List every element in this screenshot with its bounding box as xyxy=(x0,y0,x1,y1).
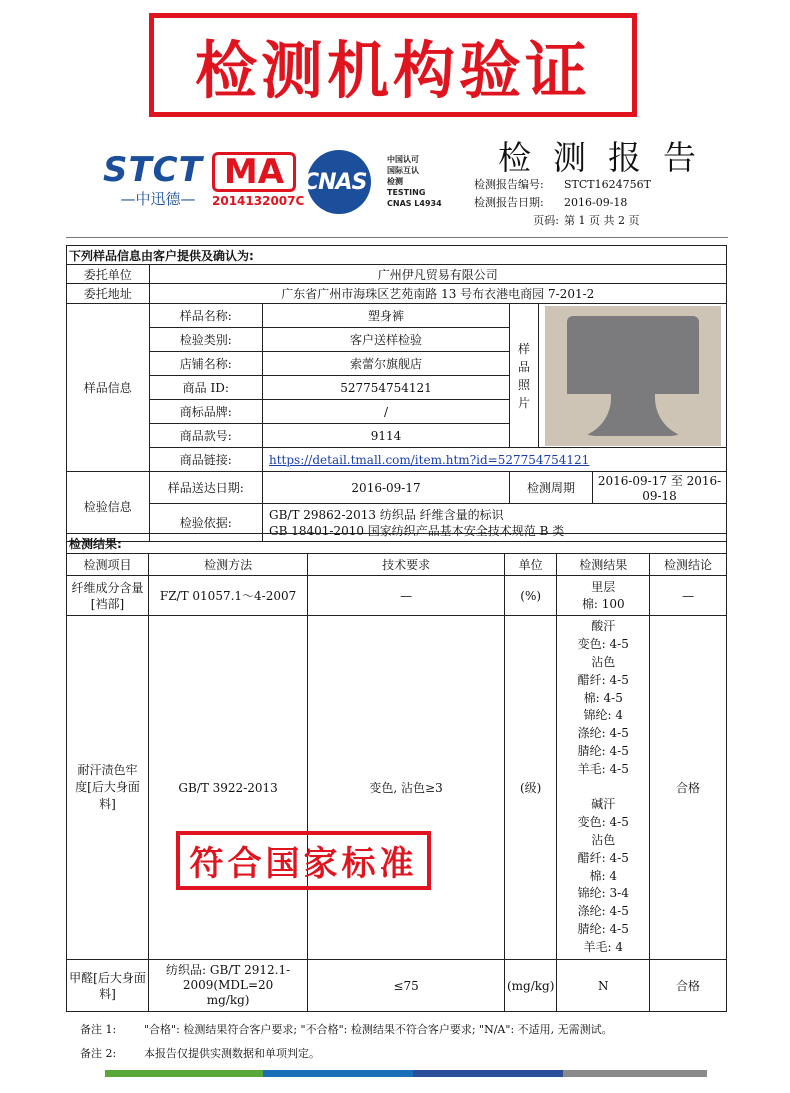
cnas-line: 中国认可 xyxy=(387,155,419,164)
result-line: 酸汗 xyxy=(591,619,616,634)
result-line: 羊毛: 4-5 xyxy=(577,761,629,776)
table-row xyxy=(67,960,727,1012)
table-row xyxy=(67,576,727,616)
client-value: 广州伊凡贸易有限公司 xyxy=(149,265,726,284)
row1-unit: (%) xyxy=(504,576,556,616)
report-date-label: 检测报告日期: xyxy=(474,196,544,209)
field-value: 索蕾尔旗舰店 xyxy=(263,352,510,376)
col-header: 检测结论 xyxy=(650,554,727,576)
report-no-line xyxy=(474,176,651,192)
arrival-date: 2016-09-17 xyxy=(263,472,510,504)
sample-group-label: 样品信息 xyxy=(67,304,150,472)
field-value: / xyxy=(263,400,510,424)
results-table xyxy=(66,533,727,1012)
row3-conclusion: 合格 xyxy=(650,960,727,1012)
photo-label: 样品照片 xyxy=(510,304,539,448)
cnas-info xyxy=(387,154,442,209)
sample-info-table xyxy=(66,245,727,542)
results-section-title: 检测结果: xyxy=(67,534,727,554)
field-label: 店铺名称: xyxy=(149,352,262,376)
row3-item: 甲醛[后大身面料] xyxy=(67,960,149,1012)
row2-unit: (级) xyxy=(504,616,556,960)
basis-label: 检验依据: xyxy=(149,504,262,542)
sample-photo-image xyxy=(545,306,721,446)
period-label: 检测周期 xyxy=(510,472,593,503)
footer-bar-green xyxy=(105,1070,263,1077)
cma-code: 2014132007C xyxy=(212,194,305,208)
result-line: 锦纶: 4 xyxy=(583,708,623,723)
header-divider xyxy=(66,237,728,238)
cma-logo-text: MA xyxy=(212,152,296,192)
result-line: 醋纤: 4-5 xyxy=(577,672,629,687)
conformity-stamp: 符合国家标准 xyxy=(176,831,431,890)
cnas-line: 检测 xyxy=(387,177,403,186)
sample-section-title: 下列样品信息由客户提供及确认为: xyxy=(67,246,727,265)
result-line: 变色: 4-5 xyxy=(577,815,629,830)
row2-result-cell xyxy=(557,616,650,960)
report-title: 检测报告 xyxy=(498,138,718,177)
col-header: 技术要求 xyxy=(308,554,505,576)
result-line: 锦纶: 3-4 xyxy=(577,886,629,901)
row1-req: — xyxy=(308,576,505,616)
field-label: 商品 ID: xyxy=(149,376,262,400)
result-line: 变色: 4-5 xyxy=(577,637,629,652)
note-text: 本报告仅提供实测数据和单项判定。 xyxy=(144,1047,320,1060)
result-line: 碱汗 xyxy=(591,797,616,812)
field-value: 塑身裤 xyxy=(263,304,510,328)
row2-conclusion: 合格 xyxy=(650,616,727,960)
note-label: 备注 2: xyxy=(80,1047,117,1060)
col-header: 检测项目 xyxy=(67,554,149,576)
row1-result-1: 里层 xyxy=(591,579,616,594)
note-label: 备注 1: xyxy=(80,1023,117,1036)
inspect-group-label: 检验信息 xyxy=(67,472,150,542)
period-value: 2016-09-17 至 2016-09-18 xyxy=(597,474,722,503)
footer-bar-blue xyxy=(263,1070,413,1077)
note-text: "合格": 检测结果符合客户要求; "不合格": 检测结果不符合客户要求; "N/A": 不适用, 无需测试。 xyxy=(144,1023,613,1036)
report-no: STCT1624756T xyxy=(564,178,651,191)
field-label: 样品名称: xyxy=(149,304,262,328)
stct-logo-text: STCT xyxy=(103,150,203,190)
report-date: 2016-09-18 xyxy=(564,196,628,209)
page-value: 第 1 页 共 2 页 xyxy=(564,214,640,227)
result-line: 沾色 xyxy=(591,832,616,847)
report-no-label: 检测报告编号: xyxy=(474,178,544,191)
field-label: 商品款号: xyxy=(149,424,262,448)
stct-logo-cn: —中迅德— xyxy=(120,190,196,208)
result-line: 涤纶: 4-5 xyxy=(577,726,629,741)
note-2 xyxy=(80,1045,320,1061)
address-value: 广东省广州市海珠区艺苑南路 13 号布衣港电商园 7-201-2 xyxy=(149,284,726,304)
row1-result-2: 棉: 100 xyxy=(581,596,625,611)
row3-unit: (mg/kg) xyxy=(504,960,556,1012)
cnas-line: 国际互认 xyxy=(387,166,419,175)
cnas-line: TESTING xyxy=(387,188,426,197)
row2-item: 耐汗渍色牢度[后大身面料] xyxy=(67,616,149,960)
result-line: 棉: 4 xyxy=(589,868,617,883)
row1-conclusion: — xyxy=(650,576,727,616)
field-value: 527754754121 xyxy=(263,376,510,400)
cnas-logo-text: CNAS xyxy=(303,170,367,195)
field-value: 客户送样检验 xyxy=(263,328,510,352)
basis-line-2: GB 18401-2010 国家纺织产品基本安全技术规范 B 类 xyxy=(269,523,565,538)
row1-item: 纤维成分含量[裆部] xyxy=(67,576,149,616)
report-date-line xyxy=(474,194,627,210)
page-line xyxy=(474,212,639,228)
field-label: 商标品牌: xyxy=(149,400,262,424)
result-line: 醋纤: 4-5 xyxy=(577,850,629,865)
footer-bar-navy xyxy=(413,1070,563,1077)
page-label: 页码: xyxy=(533,214,559,227)
address-label: 委托地址 xyxy=(67,284,150,304)
row3-req: ≤75 xyxy=(308,960,505,1012)
table-row xyxy=(67,616,727,960)
result-line: 羊毛: 4 xyxy=(583,939,623,954)
basis-line-1: GB/T 29862-2013 纺织品 纤维含量的标识 xyxy=(269,507,504,522)
row3-result: N xyxy=(557,960,650,1012)
row1-method: FZ/T 01057.1～4-2007 xyxy=(148,576,307,616)
arrival-label: 样品送达日期: xyxy=(149,472,262,504)
stct-logo xyxy=(103,152,213,209)
field-value: 9114 xyxy=(263,424,510,448)
product-link[interactable]: https://detail.tmall.com/item.htm?id=527754754121 xyxy=(269,452,590,467)
result-line: 棉: 4-5 xyxy=(583,690,623,705)
row2-method: GB/T 3922-2013 xyxy=(148,616,307,960)
link-label: 商品链接: xyxy=(149,448,262,472)
result-spacer xyxy=(559,779,647,797)
client-label: 委托单位 xyxy=(67,265,150,284)
row3-method: 纺织品: GB/T 2912.1-2009(MDL=20 mg/kg) xyxy=(148,960,307,1012)
col-header: 检测方法 xyxy=(148,554,307,576)
col-header: 检测结果 xyxy=(557,554,650,576)
footer-bar-grey xyxy=(563,1070,707,1077)
result-line: 腈纶: 4-5 xyxy=(577,744,629,758)
field-label: 检验类别: xyxy=(149,328,262,352)
cnas-logo xyxy=(303,150,385,214)
result-line: 涤纶: 4-5 xyxy=(577,904,629,919)
cma-logo xyxy=(212,152,304,214)
result-line: 沾色 xyxy=(591,655,616,670)
note-1 xyxy=(80,1021,613,1037)
sample-photo-cell xyxy=(539,304,727,448)
col-header: 单位 xyxy=(504,554,556,576)
verification-banner xyxy=(149,13,637,117)
banner-text: 检测机构验证 xyxy=(194,33,591,107)
row2-req: 变色, 沾色≥3 xyxy=(308,616,505,960)
cnas-line: CNAS L4934 xyxy=(387,199,442,208)
result-line: 腈纶: 4-5 xyxy=(577,921,629,936)
